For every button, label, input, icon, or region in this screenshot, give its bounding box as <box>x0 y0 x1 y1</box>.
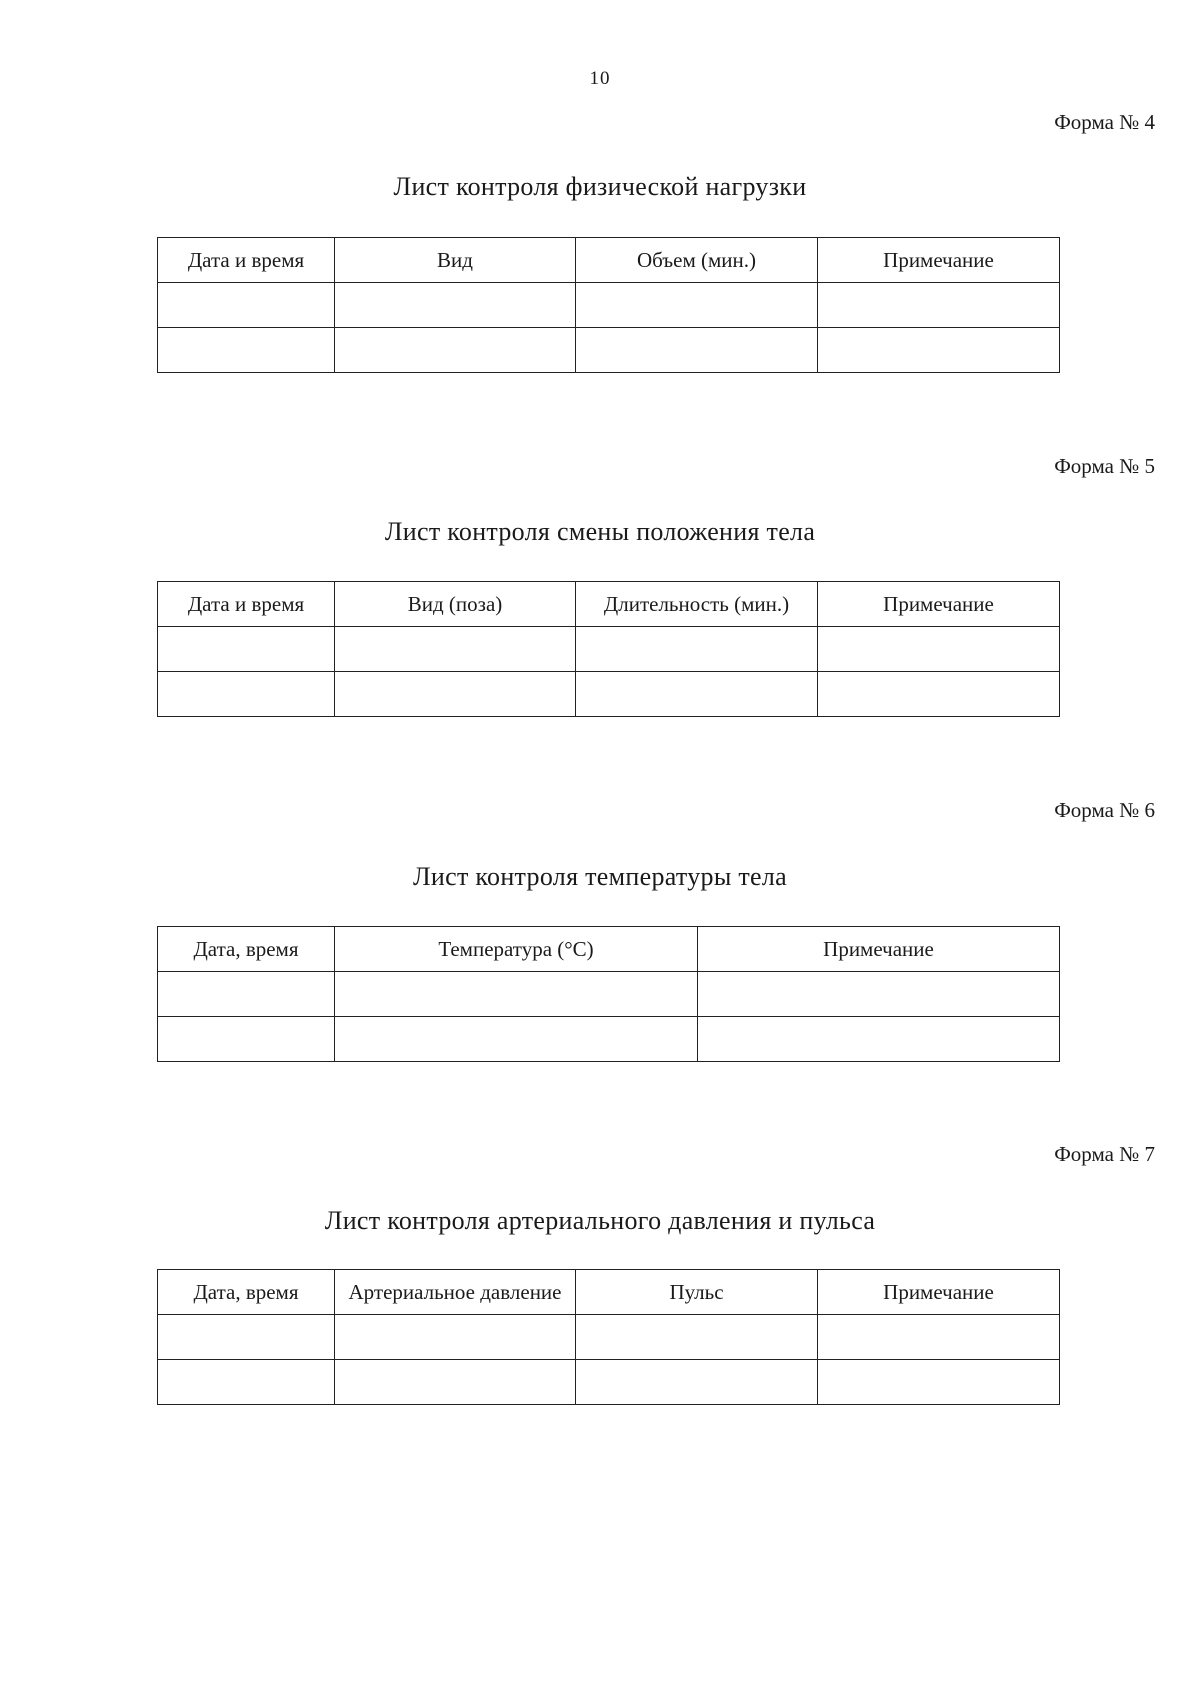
table-row <box>158 972 1060 1017</box>
table-cell[interactable] <box>335 283 576 328</box>
page-number: 10 <box>589 68 611 89</box>
table-cell[interactable] <box>158 328 335 373</box>
table-cell[interactable] <box>158 627 335 672</box>
table-cell[interactable] <box>698 1017 1060 1062</box>
table-cell[interactable] <box>818 1360 1060 1405</box>
table-cell[interactable] <box>818 328 1060 373</box>
table-cell[interactable] <box>158 672 335 717</box>
column-header: Температура (°С) <box>335 927 698 972</box>
table-cell[interactable] <box>576 283 818 328</box>
table-cell[interactable] <box>335 1360 576 1405</box>
table-cell[interactable] <box>158 1360 335 1405</box>
column-header: Дата и время <box>158 238 335 283</box>
table-row <box>158 1315 1060 1360</box>
table-cell[interactable] <box>335 972 698 1017</box>
table-cell[interactable] <box>335 328 576 373</box>
table-header-row <box>158 927 1060 972</box>
table-cell[interactable] <box>335 627 576 672</box>
table-cell[interactable] <box>576 328 818 373</box>
table-cell[interactable] <box>576 1315 818 1360</box>
table-cell[interactable] <box>576 1360 818 1405</box>
table-cell[interactable] <box>818 672 1060 717</box>
table-cell[interactable] <box>158 1315 335 1360</box>
column-header: Примечание <box>818 1270 1060 1315</box>
column-header: Длительность (мин.) <box>576 582 818 627</box>
column-header: Примечание <box>818 582 1060 627</box>
table-header-row <box>158 582 1060 627</box>
table-cell[interactable] <box>158 972 335 1017</box>
table-cell[interactable] <box>818 283 1060 328</box>
table-cell[interactable] <box>818 1315 1060 1360</box>
form-7-label: Форма № 7 <box>1054 1142 1155 1166</box>
table-cell[interactable] <box>698 972 1060 1017</box>
table-row <box>158 1017 1060 1062</box>
column-header: Артериальное давление <box>335 1270 576 1315</box>
table-row <box>158 328 1060 373</box>
column-header: Вид (поза) <box>335 582 576 627</box>
table-row <box>158 283 1060 328</box>
column-header: Дата и время <box>158 582 335 627</box>
column-header: Объем (мин.) <box>576 238 818 283</box>
form-5-title: Лист контроля смены положения тела <box>384 517 816 546</box>
column-header: Пульс <box>576 1270 818 1315</box>
table-cell[interactable] <box>335 672 576 717</box>
form-4-table <box>157 237 1060 373</box>
table-cell[interactable] <box>335 1315 576 1360</box>
table-cell[interactable] <box>335 1017 698 1062</box>
column-header: Примечание <box>818 238 1060 283</box>
form-7-table <box>157 1269 1060 1405</box>
table-cell[interactable] <box>576 672 818 717</box>
table-row <box>158 672 1060 717</box>
table-cell[interactable] <box>818 627 1060 672</box>
column-header: Дата, время <box>158 1270 335 1315</box>
table-cell[interactable] <box>576 627 818 672</box>
table-header-row <box>158 1270 1060 1315</box>
table-row <box>158 1360 1060 1405</box>
form-6-title: Лист контроля температуры тела <box>412 862 788 891</box>
table-header-row <box>158 238 1060 283</box>
table-cell[interactable] <box>158 1017 335 1062</box>
column-header: Вид <box>335 238 576 283</box>
column-header: Дата, время <box>158 927 335 972</box>
form-4-label: Форма № 4 <box>1054 110 1155 134</box>
table-cell[interactable] <box>158 283 335 328</box>
form-7-title: Лист контроля артериального давления и пульса <box>324 1206 876 1235</box>
form-5-label: Форма № 5 <box>1054 454 1155 478</box>
form-5-table <box>157 581 1060 717</box>
form-6-table <box>157 926 1060 1062</box>
column-header: Примечание <box>698 927 1060 972</box>
table-row <box>158 627 1060 672</box>
form-6-label: Форма № 6 <box>1054 798 1155 822</box>
form-4-title: Лист контроля физической нагрузки <box>393 172 807 201</box>
